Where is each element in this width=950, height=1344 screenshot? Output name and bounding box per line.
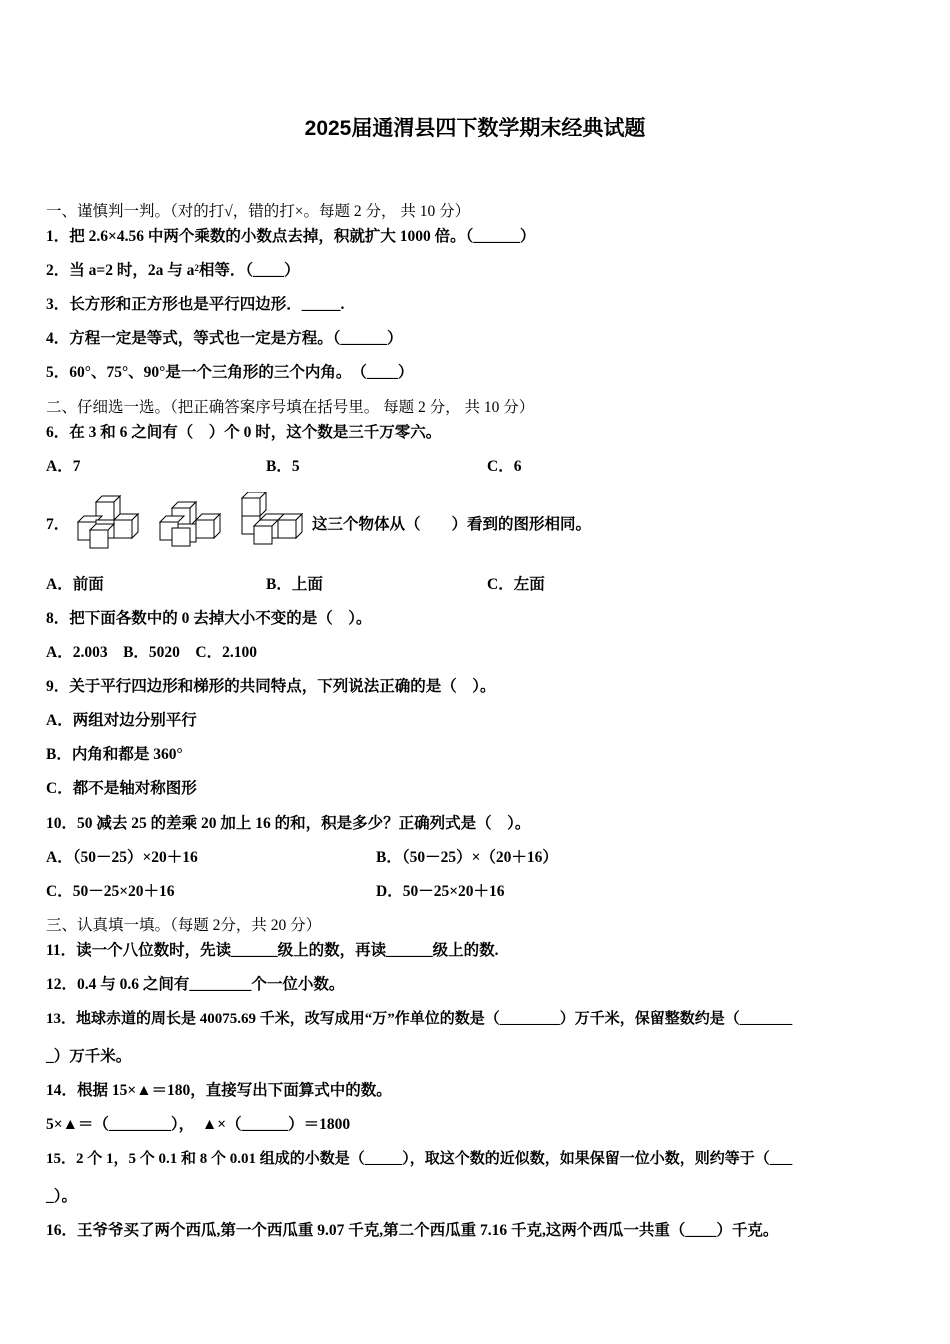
cube-figure-3	[238, 492, 308, 552]
section-3-heading: 三、认真填一填。（每题 2分，共 20 分）	[46, 917, 322, 934]
question-9: 9．关于平行四边形和梯形的共同特点，下列说法正确的是（ ）。	[46, 678, 496, 695]
question-2-text: 2．当 a=2 时，2a 与 a	[46, 262, 195, 279]
question-1: 1．把 2.6×4.56 中两个乘数的小数点去掉，积就扩大 1000 倍。（______）	[46, 228, 536, 245]
question-2-exponent: 2	[194, 263, 199, 273]
question-5: 5．60°、75°、90°是一个三角形的三个内角。 （____）	[46, 364, 414, 381]
question-6-option-b: B．5	[266, 458, 300, 475]
question-4: 4．方程一定是等式，等式也一定是方程。（______）	[46, 330, 403, 347]
cube-figure-1	[74, 492, 144, 552]
question-11: 11．读一个八位数时，先读______级上的数，再读______级上的数.	[46, 942, 499, 959]
question-7-option-a: A．前面	[46, 576, 104, 593]
question-10-option-a: A．（50－25）×20＋16	[46, 849, 198, 866]
question-9-option-b: B．内角和都是 360°	[46, 746, 183, 763]
question-8-options: A．2.003 B．5020 C．2.100	[46, 644, 257, 661]
question-12: 12．0.4 与 0.6 之间有________个一位小数。	[46, 976, 345, 993]
question-13-continued: _）万千米。	[46, 1048, 132, 1065]
question-15-continued: _）。	[46, 1188, 78, 1205]
question-2-text-end: 相等．（____）	[198, 262, 300, 279]
section-1-heading: 一、谨慎判一判。（对的打√，错的打×。每题 2 分， 共 10 分）	[46, 203, 471, 220]
question-14: 14．根据 15×▲＝180，直接写出下面算式中的数。	[46, 1082, 392, 1099]
question-7-number: 7．	[46, 516, 70, 533]
question-2	[46, 261, 300, 281]
question-6-option-a: A．7	[46, 458, 81, 475]
question-10-option-d: D．50－25×20＋16	[376, 883, 505, 900]
question-8: 8．把下面各数中的 0 去掉大小不变的是（ ）。	[46, 610, 372, 627]
question-15: 15．2 个 1，5 个 0.1 和 8 个 0.01 组成的小数是（_____），取这个数的近似数，如果保留一位小数，则约等于（___	[46, 1151, 793, 1167]
section-2-heading: 二、仔细选一选。（把正确答案序号填在括号里。 每题 2 分， 共 10 分）	[46, 399, 535, 416]
question-7-text: 这三个物体从（ ）看到的图形相同。	[312, 516, 592, 533]
question-10: 10．50 减去 25 的差乘 20 加上 16 的和，积是多少？正确列式是（ ）。	[46, 815, 531, 832]
question-9-option-a: A．两组对边分别平行	[46, 712, 197, 729]
question-6: 6．在 3 和 6 之间有（ ）个 0 时，这个数是三千万零六。	[46, 424, 442, 441]
question-7-option-c: C．左面	[487, 576, 545, 593]
question-10-option-b: B．（50－25）×（20＋16）	[376, 849, 558, 866]
question-7-option-b: B．上面	[266, 576, 323, 593]
cube-figure-2	[156, 492, 226, 552]
question-3: 3．长方形和正方形也是平行四边形．_____.	[46, 296, 345, 313]
page-title: 2025届通渭县四下数学期末经典试题	[304, 117, 646, 140]
question-6-option-c: C．6	[487, 458, 522, 475]
question-16: 16．王爷爷买了两个西瓜,第一个西瓜重 9.07 千克,第二个西瓜重 7.16 千克,这两个西瓜一共重（____）千克。	[46, 1222, 779, 1239]
question-10-option-c: C．50－25×20＋16	[46, 883, 175, 900]
question-13: 13．地球赤道的周长是 40075.69 千米，改写成用“万”作单位的数是（________）万千米，保留整数约是（_______	[46, 1011, 793, 1027]
question-9-option-c: C．都不是轴对称图形	[46, 780, 197, 797]
question-14-formulas: 5×▲＝（________）， ▲×（______）＝1800	[46, 1116, 351, 1133]
